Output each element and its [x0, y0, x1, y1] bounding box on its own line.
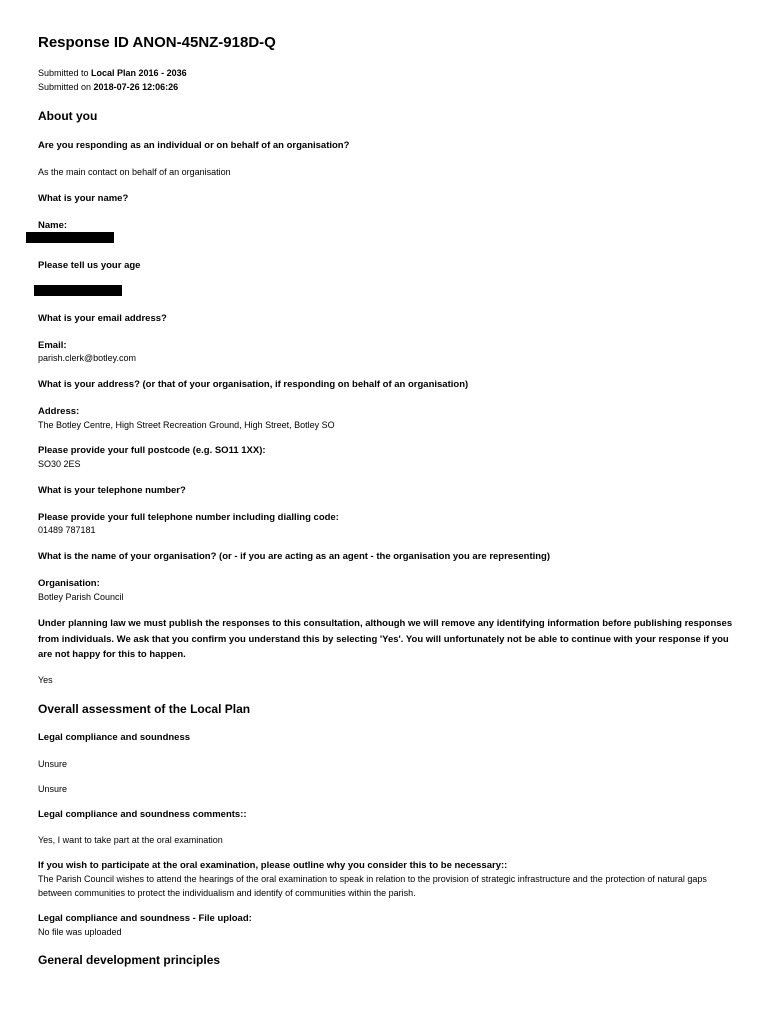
- organisation-label: Organisation:: [38, 578, 100, 589]
- email-value: parish.clerk@botley.com: [38, 353, 137, 363]
- question-consent: Under planning law we must publish the responses to this consultation, although we will remove any identifying information before publishing responses from individuals. We ask that you confirm you understand this by selecting 'Yes'. You will unfortunately not be able to continue with your response if you are not happy for this to happen.: [38, 618, 733, 660]
- question-legal-comments: Legal compliance and soundness comments::: [38, 809, 247, 820]
- phone-value: 01489 787181: [38, 525, 96, 535]
- postcode-label: Please provide your full postcode (e.g. SO11 1XX):: [38, 445, 266, 456]
- section-heading-about: About you: [38, 109, 98, 123]
- page-title: Response ID ANON-45NZ-918D-Q: [38, 34, 276, 51]
- submitted-to-label: Submitted to: [38, 68, 92, 78]
- section-heading-general: General development principles: [38, 953, 221, 967]
- name-redaction: [26, 232, 114, 243]
- submitted-on: [38, 82, 178, 92]
- answer-consent: Yes: [38, 675, 53, 685]
- question-file-upload: Legal compliance and soundness - File upload:: [38, 913, 252, 924]
- age-redaction: [34, 285, 122, 296]
- answer-legal-compliance-2: Unsure: [38, 784, 68, 794]
- question-organisation: What is the name of your organisation? (or - if you are acting as an agent - the organisation you are representing): [38, 551, 551, 562]
- postcode-value: SO30 2ES: [38, 459, 81, 469]
- submitted-on-label: Submitted on: [38, 82, 94, 92]
- question-name: What is your name?: [38, 193, 129, 204]
- question-address: What is your address? (or that of your organisation, if responding on behalf of an organisation): [38, 379, 469, 390]
- question-age: Please tell us your age: [38, 260, 141, 271]
- question-oral-examination: If you wish to participate at the oral examination, please outline why you consider this to be necessary::: [38, 860, 508, 871]
- answer-file-upload: No file was uploaded: [38, 927, 122, 937]
- submitted-to: [38, 68, 187, 78]
- answer-respond: As the main contact on behalf of an organisation: [38, 167, 231, 177]
- address-label: Address:: [38, 406, 80, 417]
- submitted-on-value: 2018-07-26 12:06:26: [93, 82, 179, 92]
- submitted-to-value: Local Plan 2016 - 2036: [91, 68, 187, 78]
- question-respond: Are you responding as an individual or on behalf of an organisation?: [38, 140, 350, 151]
- question-email: What is your email address?: [38, 313, 167, 324]
- email-label: Email:: [38, 340, 67, 351]
- organisation-value: Botley Parish Council: [38, 592, 124, 602]
- answer-legal-comments: Yes, I want to take part at the oral examination: [38, 835, 223, 845]
- question-legal-compliance: Legal compliance and soundness: [38, 732, 191, 743]
- name-label: Name:: [38, 220, 68, 231]
- answer-legal-compliance-1: Unsure: [38, 759, 68, 769]
- answer-oral-examination: The Parish Council wishes to attend the hearings of the oral examination to speak in relation to the provision of strategic infrastructure and the protection of natural gaps between communities to protect the individualism and identify of communities within the parish.: [38, 874, 707, 898]
- question-phone: What is your telephone number?: [38, 485, 186, 496]
- section-heading-overall: Overall assessment of the Local Plan: [38, 702, 251, 716]
- address-value: The Botley Centre, High Street Recreation Ground, High Street, Botley SO: [38, 420, 335, 430]
- phone-label: Please provide your full telephone number including dialling code:: [38, 512, 339, 523]
